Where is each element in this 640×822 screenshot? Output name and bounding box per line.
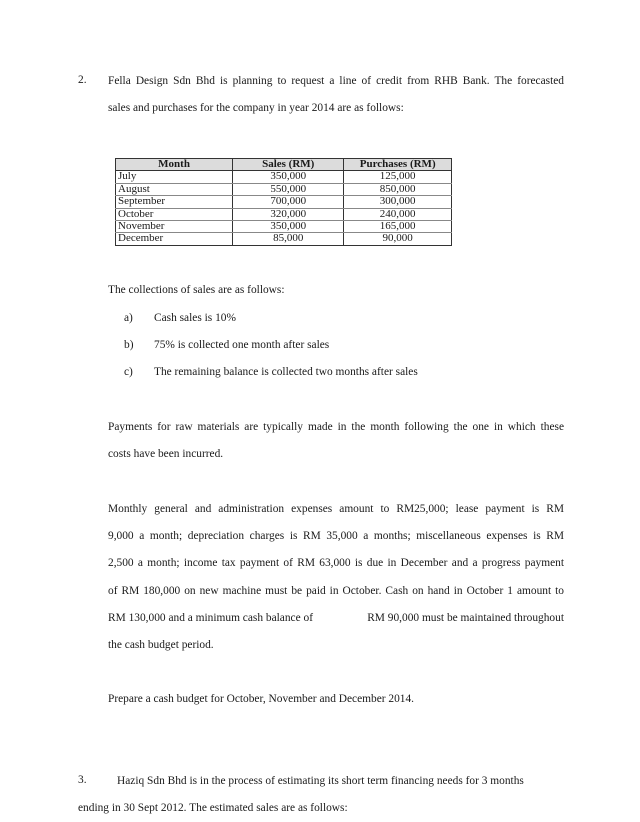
expenses-line-1: Monthly general and administration expenses amount to RM25,000; lease payment is RM (108, 503, 564, 515)
list-item (124, 359, 418, 386)
cell-month: August (116, 183, 233, 195)
intro-line-1: Fella Design Sdn Bhd is planning to request a line of credit from RHB Bank. The forecasted (108, 75, 564, 87)
sales-purchases-table (115, 158, 452, 246)
header-purchases: Purchases (RM) (344, 159, 452, 171)
question-2-number: 2. (78, 74, 87, 86)
payments-paragraph (108, 414, 564, 468)
table-row (116, 171, 452, 183)
question-3-line-2: ending in 30 Sept 2012. The estimated sales are as follows: (78, 802, 348, 814)
list-item-text: The remaining balance is collected two months after sales (154, 366, 418, 378)
cell-purchases: 850,000 (344, 183, 452, 195)
collections-heading: The collections of sales are as follows: (108, 284, 285, 296)
cell-month: October (116, 208, 233, 220)
intro-line-2: sales and purchases for the company in year 2014 are as follows: (108, 102, 404, 115)
table-header-row (116, 159, 452, 171)
cell-purchases: 125,000 (344, 171, 452, 183)
question-2-instruction: Prepare a cash budget for October, November and December 2014. (108, 693, 415, 705)
question-3-number: 3. (78, 774, 87, 786)
cell-sales: 85,000 (233, 233, 344, 245)
list-item-text: Cash sales is 10% (154, 312, 236, 324)
cell-purchases: 300,000 (344, 196, 452, 208)
expenses-line-3: 2,500 a month; income tax payment of RM 63,000 is due in December and a progress payment (108, 557, 564, 570)
table-row (116, 196, 452, 208)
cell-month: November (116, 221, 233, 233)
table-row (116, 221, 452, 233)
header-sales: Sales (RM) (233, 159, 344, 171)
cell-sales: 350,000 (233, 171, 344, 183)
question-2-intro (108, 68, 564, 122)
list-item (124, 305, 236, 332)
cell-purchases: 165,000 (344, 221, 452, 233)
cell-month: September (116, 196, 233, 208)
cell-sales: 320,000 (233, 208, 344, 220)
expenses-line-5-part-b: RM 90,000 must be maintained throughout (367, 611, 564, 624)
table-row (116, 233, 452, 245)
list-item-label: b) (124, 339, 134, 351)
payments-line-2: costs have been incurred. (108, 448, 224, 461)
cell-purchases: 240,000 (344, 208, 452, 220)
header-month: Month (116, 159, 233, 171)
cell-sales: 550,000 (233, 183, 344, 195)
expenses-line-2: 9,000 a month; depreciation charges is RM 35,000 a months; miscellaneous expenses is RM (108, 530, 564, 543)
expenses-paragraph (108, 496, 564, 659)
list-item-label: a) (124, 312, 133, 324)
table-row (116, 183, 452, 195)
cell-sales: 350,000 (233, 221, 344, 233)
payments-line-1: Payments for raw materials are typically made in the month following the one in which these (108, 421, 564, 433)
list-item-text: 75% is collected one month after sales (154, 339, 330, 351)
expenses-line-5 (108, 605, 564, 632)
cell-sales: 700,000 (233, 196, 344, 208)
list-item (124, 332, 329, 359)
question-3-line-1: Haziq Sdn Bhd is in the process of estimating its short term financing needs for 3 months (117, 775, 524, 787)
cell-purchases: 90,000 (344, 233, 452, 245)
table-row (116, 208, 452, 220)
list-item-label: c) (124, 366, 133, 378)
cell-month: July (116, 171, 233, 183)
expenses-line-6: the cash budget period. (108, 639, 214, 652)
cell-month: December (116, 233, 233, 245)
expenses-line-5-part-a: RM 130,000 and a minimum cash balance of (108, 611, 313, 624)
expenses-line-4: of RM 180,000 on new machine must be paid in October. Cash on hand in October 1 amount to (108, 584, 564, 597)
